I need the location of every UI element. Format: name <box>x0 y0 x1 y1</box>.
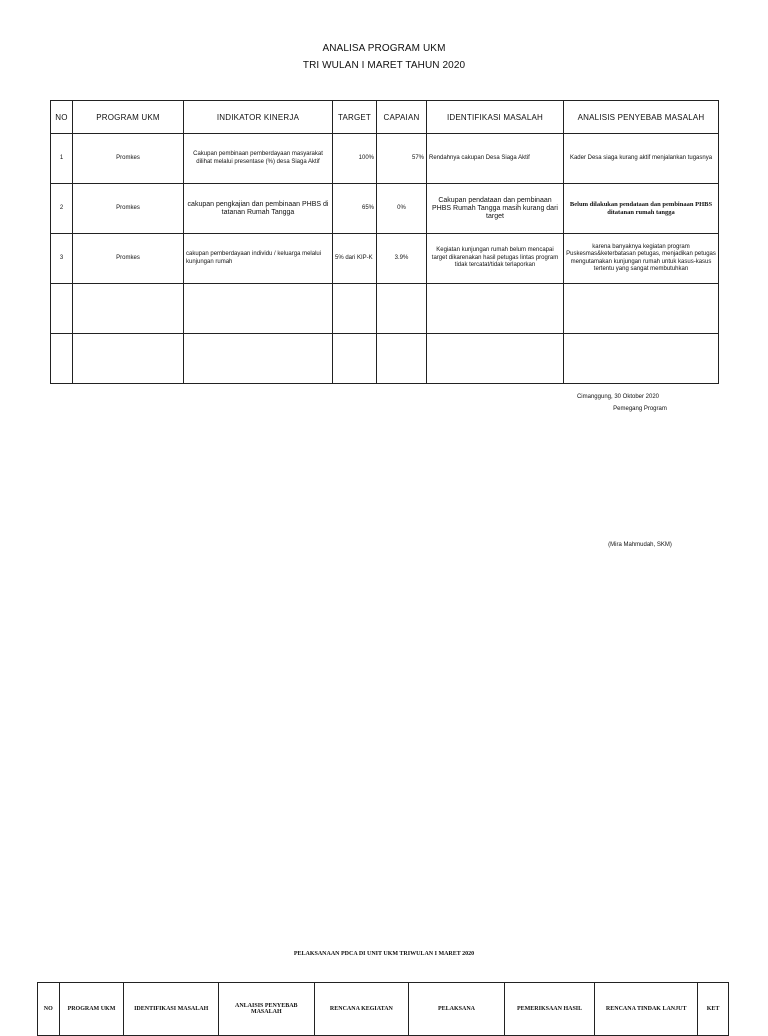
cell-program: Promkes <box>73 184 184 234</box>
cell-capaian: 0% <box>377 184 427 234</box>
cell-empty <box>427 284 564 334</box>
cell-empty <box>333 334 377 384</box>
cell-indikator: cakupan pemberdayaan individu / keluarga melalui kunjungan rumah <box>184 234 333 284</box>
col-header-analisis: ANALISIS PENYEBAB MASALAH <box>564 101 719 134</box>
pdca-col-identifikasi: IDENTIFIKASI MASALAH <box>124 983 219 1036</box>
cell-analisis: Belum dilakukan pendataan dan pembinaan PHBS ditatanan rumah tangga <box>564 184 719 234</box>
cell-empty <box>73 334 184 384</box>
signature-role: Pemegang Program <box>613 406 667 412</box>
cell-identifikasi: Cakupan pendataan dan pembinaan PHBS Rumah Tangga masih kurang dari target <box>427 184 564 234</box>
cell-target: 65% <box>333 184 377 234</box>
cell-identifikasi: Kegiatan kunjungan rumah belum mencapai target dikarenakan hasil petugas lintas program tidak tercatat/tidak terlaporkan <box>427 234 564 284</box>
cell-empty <box>51 334 73 384</box>
table-row <box>51 184 719 234</box>
cell-empty <box>564 334 719 384</box>
col-header-no: NO <box>51 101 73 134</box>
table-row-empty <box>51 284 719 334</box>
cell-identifikasi: Rendahnya cakupan Desa Siaga Aktif <box>427 134 564 184</box>
signature-place-date: Cimanggung, 30 Oktober 2020 <box>576 394 660 400</box>
cell-program: Promkes <box>73 134 184 184</box>
cell-empty <box>184 334 333 384</box>
signature-name: (Mira Mahmudah, SKM) <box>608 542 672 548</box>
pdca-header-row <box>38 983 729 1036</box>
pdca-col-pelaksana: PELAKSANA <box>409 983 505 1036</box>
cell-analisis: karena banyaknya kegiatan program Puskesmas&keterbatasan petugas, menjadikan petugas mengutamakan kunjungan rumah untuk kasus-kasus tertentu yang sangat membutuhkan <box>564 234 719 284</box>
cell-empty <box>427 334 564 384</box>
table-row <box>51 234 719 284</box>
col-header-capaian: CAPAIAN <box>377 101 427 134</box>
pdca-col-no: NO <box>38 983 60 1036</box>
pdca-col-ket: KET <box>698 983 729 1036</box>
cell-target: 5% dari KIP-K <box>333 234 377 284</box>
cell-empty <box>51 284 73 334</box>
col-header-indikator: INDIKATOR KINERJA <box>184 101 333 134</box>
pdca-col-program: PROGRAM UKM <box>59 983 124 1036</box>
col-header-identifikasi: IDENTIFIKASI MASALAH <box>427 101 564 134</box>
col-header-program: PROGRAM UKM <box>73 101 184 134</box>
table-row <box>51 134 719 184</box>
pdca-col-tindak-lanjut: RENCANA TINDAK LANJUT <box>595 983 698 1036</box>
page-subtitle: TRI WULAN I MARET TAHUN 2020 <box>302 60 466 71</box>
analysis-table <box>50 100 719 384</box>
cell-empty <box>377 284 427 334</box>
cell-analisis: Kader Desa siaga kurang aktif menjalankan tugasnya <box>564 134 719 184</box>
cell-target: 100% <box>333 134 377 184</box>
pdca-table-title: PELAKSANAAN PDCA DI UNIT UKM TRIWULAN I MARET 2020 <box>293 951 475 957</box>
pdca-col-rencana-kegiatan: RENCANA KEGIATAN <box>314 983 409 1036</box>
cell-empty <box>564 284 719 334</box>
cell-indikator: cakupan pengkajian dan pembinaan PHBS di tatanan Rumah Tangga <box>184 184 333 234</box>
cell-empty <box>377 334 427 384</box>
cell-indikator: Cakupan pembinaan pemberdayaan masyarakat dilihat melalui presentase (%) desa Siaga Aktif <box>184 134 333 184</box>
page-title: ANALISA PROGRAM UKM <box>322 43 446 54</box>
cell-empty <box>73 284 184 334</box>
cell-no: 3 <box>51 234 73 284</box>
cell-no: 2 <box>51 184 73 234</box>
col-header-target: TARGET <box>333 101 377 134</box>
table-header-row <box>51 101 719 134</box>
pdca-col-analisis: ANLAISIS PENYEBAB MASALAH <box>218 983 314 1036</box>
cell-capaian: 57% <box>377 134 427 184</box>
pdca-table <box>37 982 729 1036</box>
cell-capaian: 3.9% <box>377 234 427 284</box>
pdca-col-pemeriksaan: PEMERIKSAAN HASIL <box>504 983 594 1036</box>
cell-empty <box>184 284 333 334</box>
table-row-empty <box>51 334 719 384</box>
cell-no: 1 <box>51 134 73 184</box>
cell-empty <box>333 284 377 334</box>
cell-program: Promkes <box>73 234 184 284</box>
